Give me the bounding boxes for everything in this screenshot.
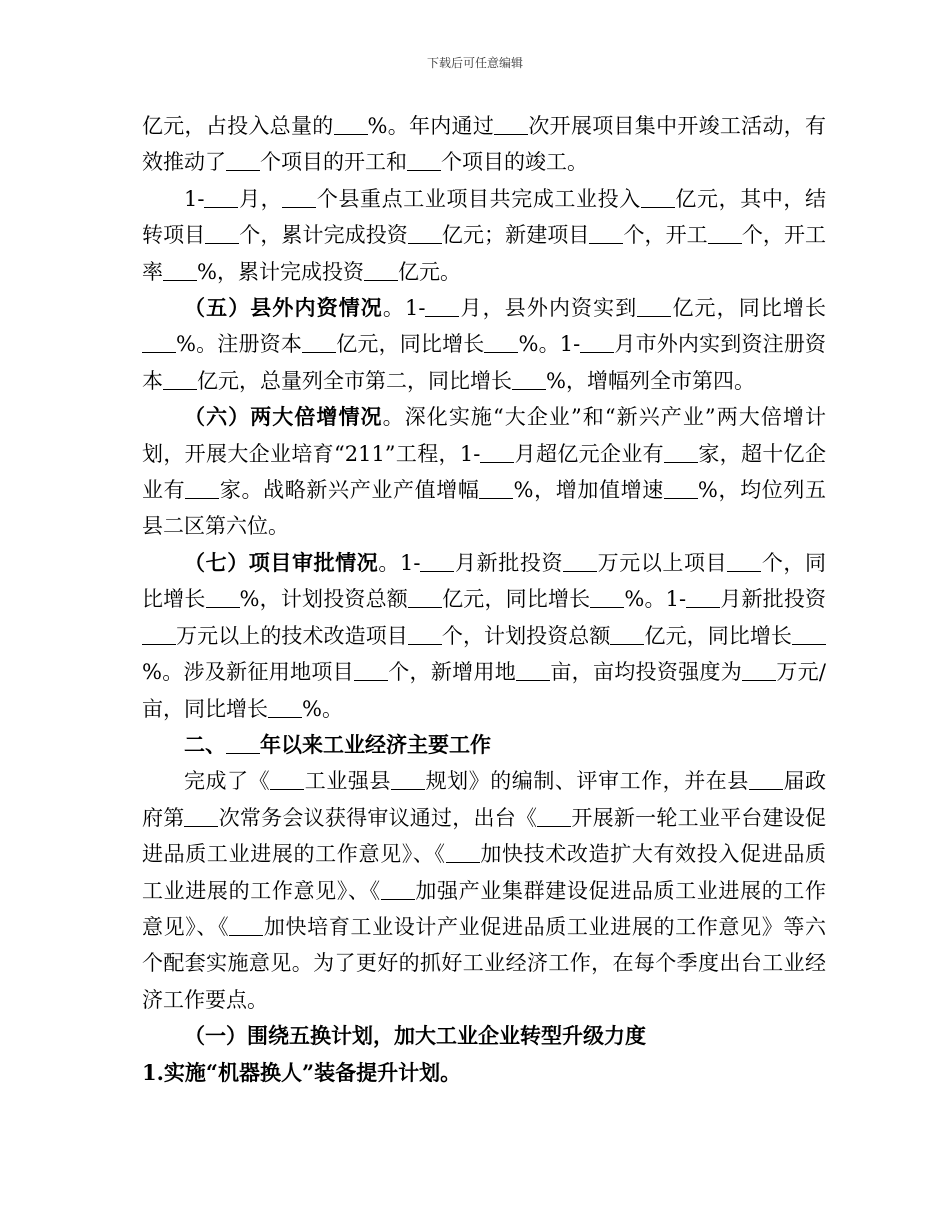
text-segment: %。涉及新征用地项目 — [142, 660, 354, 685]
paragraph — [142, 181, 826, 290]
blank-underline — [563, 550, 597, 572]
text-segment: 万元以上项目 — [597, 550, 728, 575]
text-segment: 个项目的开工和 — [260, 150, 407, 175]
paragraph — [142, 108, 826, 181]
text-segment: 家，超十亿企业有 — [142, 441, 827, 503]
blank-underline — [206, 586, 240, 608]
text-segment: 1.实施“机器换人”装备提升计划。 — [142, 1059, 462, 1085]
text-segment: 规划》的编制、评审工作，并在县 — [425, 769, 749, 794]
section-heading — [142, 727, 826, 763]
text-segment: 个，开工率 — [142, 223, 827, 284]
text-segment: 。1- — [382, 296, 426, 321]
blank-underline — [749, 768, 783, 790]
blank-underline — [205, 222, 239, 244]
blank-underline — [226, 149, 260, 171]
blank-underline — [480, 441, 514, 463]
text-segment: 1- — [184, 186, 205, 211]
text-segment: 月超亿元企业有 — [514, 441, 665, 466]
text-segment: 。深化实施“大企业”和“新兴产业”两大倍增计划，开展大企业培育“211”工程，1- — [142, 405, 826, 466]
text-segment: 亿元，同比增长 — [441, 587, 591, 612]
text-segment: 亿元，同比增长 — [644, 623, 793, 648]
text-segment: 个，计划投资总额 — [441, 623, 611, 648]
paragraph-lead: （七）项目审批情况 — [184, 549, 379, 575]
blank-underline — [270, 768, 304, 790]
paragraph — [142, 545, 826, 727]
blank-underline — [226, 732, 260, 754]
text-segment: 亿元，占投入总量的 — [142, 114, 334, 138]
text-segment: 月市外内实到资注册资本 — [142, 332, 826, 393]
text-segment: %，均位列五县二区第六位。 — [142, 478, 826, 539]
section-heading — [142, 1055, 826, 1091]
blank-underline — [484, 331, 518, 353]
blank-underline — [479, 477, 513, 499]
blank-underline — [637, 295, 671, 317]
blank-underline — [590, 586, 624, 608]
blank-underline — [142, 331, 176, 353]
blank-underline — [512, 368, 546, 390]
blank-underline — [381, 878, 415, 900]
blank-underline — [364, 259, 398, 281]
blank-underline — [268, 696, 302, 718]
blank-underline — [446, 841, 480, 863]
text-segment: %。1- — [518, 332, 581, 357]
blank-underline — [163, 259, 197, 281]
paragraph — [142, 399, 826, 545]
blank-underline — [282, 186, 316, 208]
blank-underline — [742, 659, 776, 681]
blank-underline — [664, 477, 698, 499]
text-segment: %。1- — [624, 587, 687, 612]
blank-underline — [408, 222, 442, 244]
blank-underline — [408, 623, 442, 645]
blank-underline — [664, 441, 698, 463]
blank-underline — [792, 623, 826, 645]
text-segment: 亿元，同比增长 — [336, 332, 485, 357]
blank-underline — [537, 805, 571, 827]
blank-underline — [204, 186, 238, 208]
text-segment: 工业强县 — [304, 769, 392, 794]
text-segment: 开展新一轮工业平台建设促进品质工业进展的工作意见》、《 — [142, 805, 827, 867]
page-header: 下载后可任意编辑 — [426, 56, 523, 70]
blank-underline — [302, 331, 336, 353]
text-segment: 。1- — [378, 550, 421, 575]
text-segment: 亿元；新建项目 — [441, 223, 590, 248]
text-segment: 个项目的竣工。 — [441, 150, 588, 175]
text-segment: %。年内通过 — [367, 114, 495, 138]
document-body — [142, 108, 826, 1091]
text-segment: %。 — [302, 696, 343, 721]
text-segment: 个县重点工业项目共完成工业投入 — [316, 186, 641, 211]
blank-underline — [516, 659, 550, 681]
text-segment: 个，同比增长 — [142, 550, 827, 612]
text-segment: 届政府第 — [142, 769, 827, 830]
blank-underline — [580, 331, 614, 353]
text-segment: 次开展项目集中开竣工活动，有效推动了 — [142, 114, 827, 175]
text-segment: （一）围绕五换计划，加大工业企业转型升级力度 — [184, 1023, 646, 1049]
blank-underline — [185, 477, 219, 499]
blank-underline — [686, 586, 720, 608]
text-segment: 亿元，其中，结转项目 — [142, 186, 827, 248]
paragraph — [142, 763, 826, 1018]
text-segment: 二、 — [184, 731, 226, 757]
text-segment: 月新批投资 — [720, 587, 826, 612]
text-segment: %。注册资本 — [176, 332, 303, 357]
blank-underline — [589, 222, 623, 244]
blank-underline — [184, 805, 218, 827]
blank-underline — [334, 113, 368, 135]
blank-underline — [708, 222, 742, 244]
paragraph — [142, 290, 826, 399]
text-segment: %，计划投资总额 — [239, 587, 408, 612]
text-segment: 月， — [238, 186, 283, 211]
blank-underline — [610, 623, 644, 645]
text-segment: 家。战略新兴产业产值增幅 — [219, 478, 480, 503]
text-segment: 个，累计完成投资 — [239, 223, 408, 248]
text-segment: 年以来工业经济主要工作 — [260, 731, 491, 757]
paragraph-lead: （六）两大倍增情况 — [184, 404, 383, 430]
blank-underline — [391, 768, 425, 790]
text-segment: 次常务会议获得审议通过，出台《 — [218, 805, 538, 830]
blank-underline — [142, 623, 176, 645]
text-segment: 月新批投资 — [454, 550, 564, 575]
blank-underline — [425, 295, 459, 317]
text-segment: %，增加值增速 — [513, 478, 664, 503]
blank-underline — [420, 550, 454, 572]
blank-underline — [354, 659, 388, 681]
blank-underline — [229, 914, 263, 936]
text-segment: %，累计完成投资 — [197, 259, 364, 284]
text-segment: 万元/亩，同比增长 — [142, 660, 827, 721]
text-segment: 加强产业集群建设促进品质工业进展的工作意见》、《 — [142, 878, 827, 939]
text-segment: 加快培育工业设计产业促进品质工业进展的工作意见》等六个配套实施意见。为了更好的抓好工业经济工作，在每个季度出台工业经济工作要点。 — [142, 914, 827, 1012]
blank-underline — [727, 550, 761, 572]
text-segment: 亿元，总量列全市第二，同比增长 — [197, 368, 512, 393]
section-heading — [142, 1018, 826, 1054]
text-segment: 个，开工 — [623, 223, 708, 248]
blank-underline — [641, 186, 675, 208]
blank-underline — [163, 368, 197, 390]
text-segment: 亩，亩均投资强度为 — [550, 660, 743, 685]
text-segment: %，增幅列全市第四。 — [546, 368, 755, 393]
text-segment: 加快技术改造扩大有效投入促进品质工业进展的工作意见》、《 — [142, 842, 827, 903]
text-segment: 月，县外内资实到 — [459, 296, 638, 321]
text-segment: 万元以上的技术改造项目 — [176, 623, 408, 648]
text-segment: 亿元，同比增长 — [671, 296, 827, 321]
paragraph-lead: （五）县外内资情况 — [184, 295, 383, 321]
text-segment: 个，新增用地 — [387, 660, 517, 685]
blank-underline — [408, 586, 442, 608]
blank-underline — [407, 149, 441, 171]
text-segment: 亿元。 — [397, 259, 461, 284]
blank-underline — [494, 113, 528, 135]
text-segment: 完成了《 — [184, 769, 271, 794]
